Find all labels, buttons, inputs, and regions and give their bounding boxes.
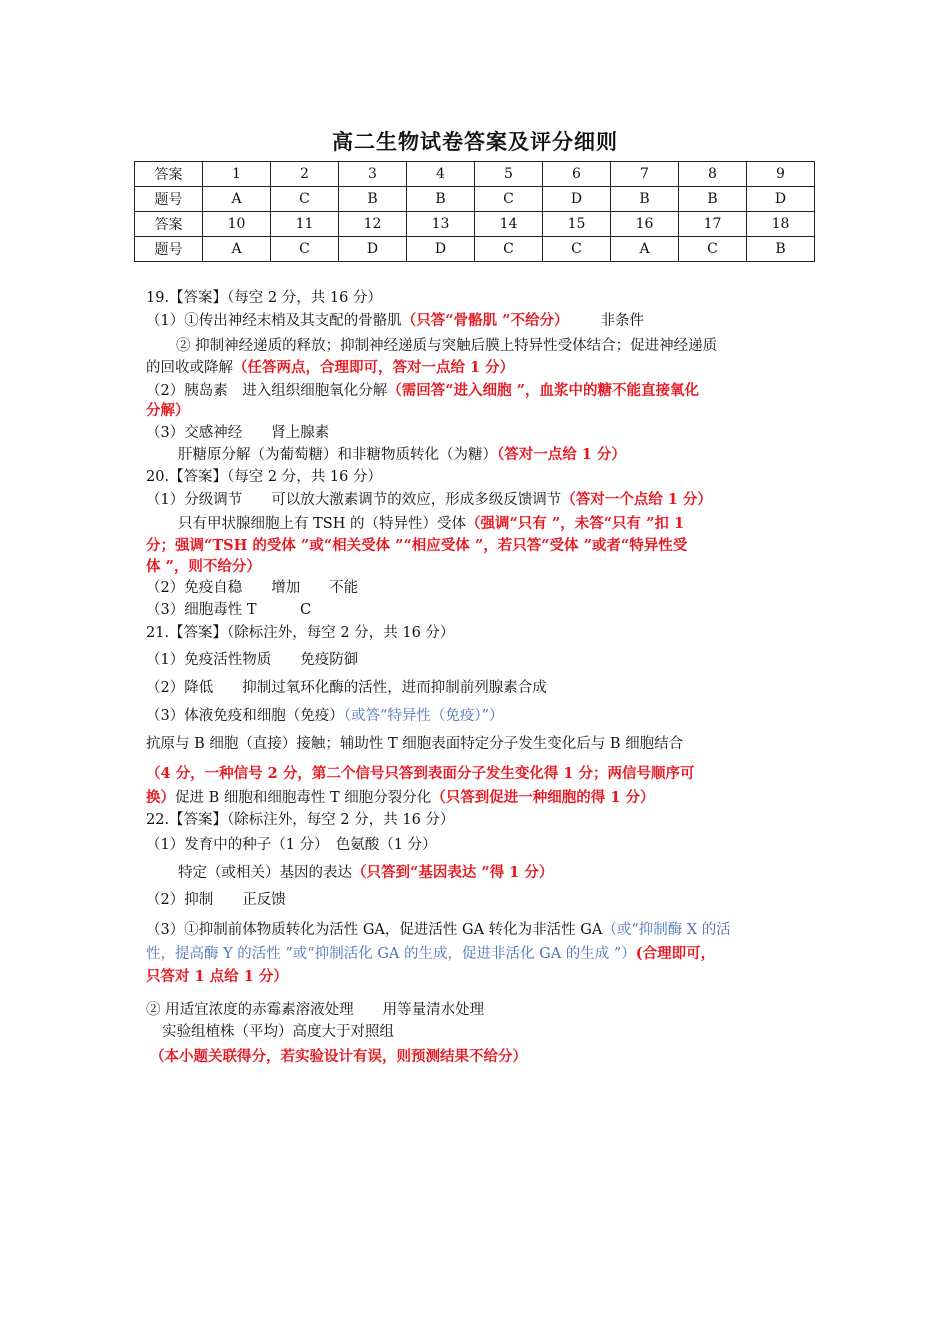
table-cell: 5 xyxy=(475,162,543,187)
q21-l6-note-a: 换） xyxy=(146,789,175,806)
q19-line4 xyxy=(146,380,699,402)
q22-line4 xyxy=(146,919,731,941)
q21-line3 xyxy=(146,705,504,727)
table-row xyxy=(135,212,815,237)
table-cell: A xyxy=(203,237,271,262)
q22-l4: （3）①抑制前体物质转化为活性 GA，促进活性 GA 转化为非活性 GA xyxy=(146,922,603,938)
table-cell: B xyxy=(679,187,747,212)
table-row-head: 题号 xyxy=(135,237,203,262)
q19-line3 xyxy=(146,357,514,379)
table-cell: C xyxy=(271,187,339,212)
table-cell: 15 xyxy=(543,212,611,237)
q20-line2 xyxy=(178,513,684,535)
table-row xyxy=(135,187,815,212)
table-cell: D xyxy=(407,237,475,262)
q22-line7: ② 用适宜浓度的赤霉素溶液处理 用等量清水处理 xyxy=(146,1002,485,1018)
table-cell: 9 xyxy=(747,162,815,187)
table-cell: C xyxy=(475,187,543,212)
q22-l5-note-blue: 性，提高酶 Y 的活性 ”或“抑制活化 GA 的生成，促进非活化 GA 的生成 ”） xyxy=(146,946,636,962)
q22-line3: （2）抑制 正反馈 xyxy=(146,892,286,908)
q19-line5: 分解） xyxy=(146,402,190,419)
table-cell: C xyxy=(679,237,747,262)
table-cell: 16 xyxy=(611,212,679,237)
table-cell: 17 xyxy=(679,212,747,237)
table-cell: B xyxy=(407,187,475,212)
q21-l3: （3）体液免疫和细胞（免疫） xyxy=(146,708,344,724)
q22-l5-note-red: (合理即可， xyxy=(635,945,716,962)
table-cell: C xyxy=(475,237,543,262)
q22-line5 xyxy=(146,943,715,965)
table-cell: 11 xyxy=(271,212,339,237)
table-cell: B xyxy=(747,237,815,262)
table-cell: A xyxy=(611,237,679,262)
q19-l7-note: （答对一点给 1 分） xyxy=(497,446,626,463)
q19-line2: ② 抑制神经递质的释放；抑制神经递质与突触后膜上特异性受体结合；促进神经递质 xyxy=(176,338,718,354)
q20-l1: （1）分级调节 可以放大激素调节的效应，形成多级反馈调节 xyxy=(146,492,562,508)
table-row-head: 答案 xyxy=(135,162,203,187)
table-cell: 14 xyxy=(475,212,543,237)
table-cell: 2 xyxy=(271,162,339,187)
table-row-head: 题号 xyxy=(135,187,203,212)
q21-line5: （4 分，一种信号 2 分，第二个信号只答到表面分子发生变化得 1 分；两信号顺序可 xyxy=(146,765,695,782)
table-cell: 4 xyxy=(407,162,475,187)
q22-line1: （1）发育中的种子（1 分） 色氨酸（1 分） xyxy=(146,837,437,853)
q20-line3: 分；强调“TSH 的受体 ”或“相关受体 ”“相应受体 ”，若只答“受体 ”或者“特异性受 xyxy=(146,537,688,554)
q22-line8: 实验组植株（平均）高度大于对照组 xyxy=(162,1024,394,1040)
q21-line4: 抗原与 B 细胞（直接）接触；辅助性 T 细胞表面特定分子发生变化后与 B 细胞结合 xyxy=(146,736,684,752)
q20-line6: （3）细胞毒性 T C xyxy=(146,602,312,618)
table-cell: B xyxy=(611,187,679,212)
q19-l7: 肝糖原分解（为葡萄糖）和非糖物质转化（为糖） xyxy=(178,447,497,463)
table-cell: 18 xyxy=(747,212,815,237)
table-cell: C xyxy=(271,237,339,262)
q22-line6: 只答对 1 点给 1 分） xyxy=(146,968,288,985)
q19-line6: （3）交感神经 肾上腺素 xyxy=(146,425,330,441)
table-cell: 13 xyxy=(407,212,475,237)
table-cell: D xyxy=(747,187,815,212)
q19-l1-b: 非条件 xyxy=(600,313,644,329)
q20-line5: （2）免疫自稳 增加 不能 xyxy=(146,580,359,596)
q21-line1: （1）免疫活性物质 免疫防御 xyxy=(146,652,359,668)
q22-header: 22.【答案】（除标注外，每空 2 分，共 16 分） xyxy=(146,812,455,828)
q22-line9: （本小题关联得分，若实验设计有误，则预测结果不给分） xyxy=(150,1048,527,1065)
q20-l2: 只有甲状腺细胞上有 TSH 的（特异性）受体 xyxy=(178,516,466,532)
q19-l1: （1）①传出神经末梢及其支配的骨骼肌 xyxy=(146,313,402,329)
table-cell: 6 xyxy=(543,162,611,187)
table-cell: 7 xyxy=(611,162,679,187)
q20-line4: 体 ”，则不给分） xyxy=(146,558,261,575)
table-cell: A xyxy=(203,187,271,212)
answer-table xyxy=(134,161,815,262)
table-cell: 12 xyxy=(339,212,407,237)
q21-line6 xyxy=(146,787,654,809)
q19-line7 xyxy=(178,444,626,466)
table-cell: D xyxy=(543,187,611,212)
table-cell: C xyxy=(543,237,611,262)
table-cell: 10 xyxy=(203,212,271,237)
q19-header: 19.【答案】（每空 2 分，共 16 分） xyxy=(146,290,382,306)
table-cell: 8 xyxy=(679,162,747,187)
q22-line2 xyxy=(178,862,553,884)
q20-l1-note: （答对一个点给 1 分） xyxy=(561,491,712,508)
q22-l4-note: （或“抑制酶 X 的活 xyxy=(602,922,731,938)
q19-line1 xyxy=(146,310,644,332)
q20-line1 xyxy=(146,489,712,511)
q19-l4: （2）胰岛素 进入组织细胞氧化分解 xyxy=(146,383,388,399)
q20-l2-note: （强调“只有 ”，未答“只有 ”扣 1 xyxy=(465,515,685,532)
q21-l6: 促进 B 细胞和细胞毒性 T 细胞分裂分化 xyxy=(175,790,432,806)
table-cell: D xyxy=(339,237,407,262)
table-row xyxy=(135,162,815,187)
q22-l2-note: （只答到“基因表达 ”得 1 分） xyxy=(352,864,554,881)
page-title: 高二生物试卷答案及评分细则 xyxy=(332,129,618,154)
q21-header: 21.【答案】（除标注外，每空 2 分，共 16 分） xyxy=(146,625,455,641)
table-row xyxy=(135,237,815,262)
q21-l3-note: （或答“特异性（免疫）”） xyxy=(343,708,504,724)
q19-l3-note: （任答两点，合理即可，答对一点给 1 分） xyxy=(233,359,515,376)
q22-l2: 特定（或相关）基因的表达 xyxy=(178,865,352,881)
q19-l4-note: （需回答“进入细胞 ”，血浆中的糖不能直接氧化 xyxy=(387,382,699,399)
q21-l6-note-b: （只答到促进一种细胞的得 1 分） xyxy=(431,789,655,806)
q21-line2: （2）降低 抑制过氧环化酶的活性，进而抑制前列腺素合成 xyxy=(146,680,547,696)
table-cell: 1 xyxy=(203,162,271,187)
q19-l1-note: （只答“骨骼肌 ”不给分） xyxy=(401,312,569,329)
table-row-head: 答案 xyxy=(135,212,203,237)
table-cell: B xyxy=(339,187,407,212)
q20-header: 20.【答案】（每空 2 分，共 16 分） xyxy=(146,469,382,485)
q19-l3: 的回收或降解 xyxy=(146,360,233,376)
table-cell: 3 xyxy=(339,162,407,187)
